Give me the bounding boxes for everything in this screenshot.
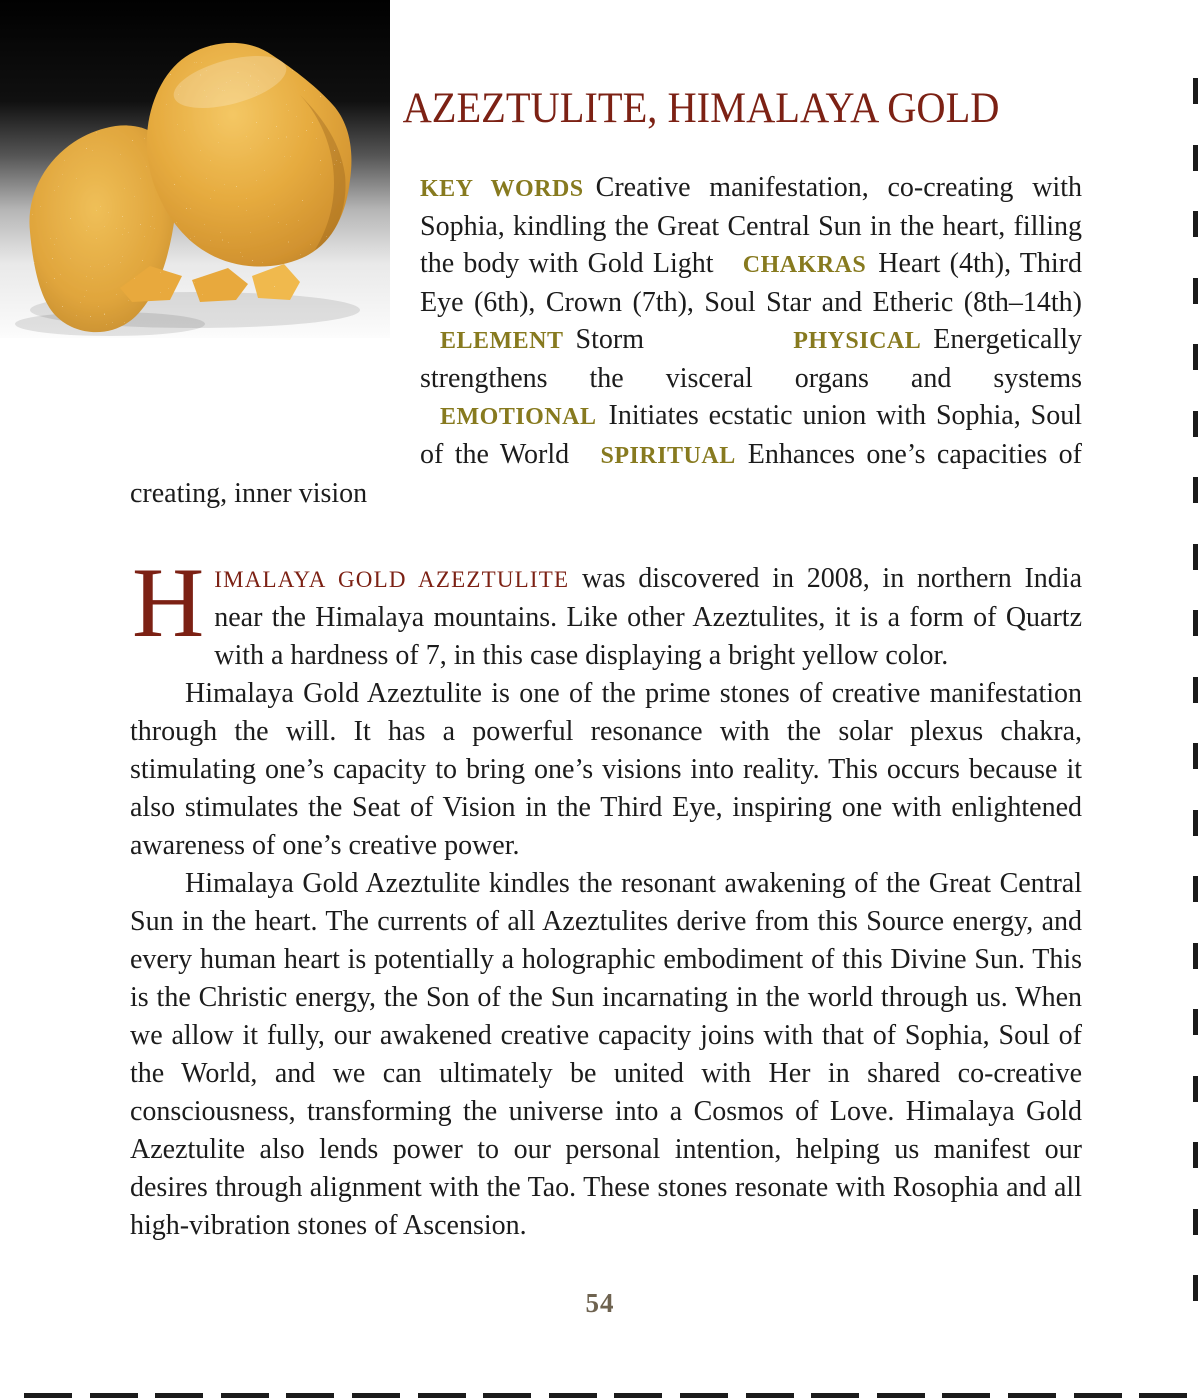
chakras-label: CHAKRAS xyxy=(742,252,867,279)
page-edge-dash xyxy=(811,1393,859,1398)
page-edge-dash xyxy=(942,1393,990,1398)
page-edge-dash xyxy=(90,1393,138,1398)
page-edge-tick xyxy=(1193,544,1198,570)
page-edge-tick xyxy=(1193,78,1198,104)
stone-photo xyxy=(0,0,390,338)
page-edge-dash xyxy=(1008,1393,1056,1398)
page-edge-tick xyxy=(1193,1275,1198,1301)
page-edge-dash xyxy=(614,1393,662,1398)
page-edge-tick xyxy=(1193,477,1198,503)
element-label: ELEMENT xyxy=(440,328,564,355)
emotional-label: EMOTIONAL xyxy=(440,404,597,431)
page-edge-tick xyxy=(1193,211,1198,237)
drop-cap: H xyxy=(132,547,205,659)
page-edge-tick xyxy=(1193,743,1198,769)
page-edge-dash xyxy=(221,1393,269,1398)
paragraph-3: Himalaya Gold Azeztulite kindles the resonant awakening of the Great Central Sun in the heart. The currents of all Azeztulites derive from this Source energy, and every human heart is potentially a holographic embodiment of this Divine Sun. This is the Christic energy, the Son of the Sun incarnating in the world through us. When we allow it fully, our awakened creative capacity joins with that of Sophia, Soul of the World, and we can ultimately be united with Her in shared co-creative consciousness, transforming the universe into a Cosmos of Love. Himalaya Gold Azeztulite also lends power to our personal intention, helping us manifest our desires through alignment with the Tao. These stones resonate with Rosophia and all high-vibration stones of Ascension. xyxy=(130,868,1082,1242)
page-edge-dash xyxy=(1139,1393,1187,1398)
physical-text: Energetically strengthens the visceral organs and systems xyxy=(420,324,1082,395)
page-edge-dash xyxy=(1074,1393,1122,1398)
page-edge-dash xyxy=(352,1393,400,1398)
opening-paragraph xyxy=(130,547,1083,675)
page-edge-dash xyxy=(155,1393,203,1398)
page-edge-tick xyxy=(1193,145,1198,171)
emotional-text: Initiates ecstatic union with Sophia, Soul of the World xyxy=(420,400,1082,471)
page-edge-tick xyxy=(1193,1009,1198,1035)
chakras-text: Heart (4th), Third Eye (6th), Crown (7th), Soul Star and Etheric (8th–14th) xyxy=(420,248,1082,319)
property-spiritual xyxy=(130,439,1082,509)
page-edge-tick xyxy=(1193,344,1198,370)
opening-text: was discovered in 2008, in northern India near the Himalaya mountains. Like other Azeztulites, it is a form of Quartz with a hardness of 7, in this case displaying a bright yellow color. xyxy=(214,563,1083,672)
page-edge-dash xyxy=(746,1393,794,1398)
key-words-text: Creative manifestation, co-creating with Sophia, kindling the Great Central Sun in the heart, filling the body with Gold Light xyxy=(420,172,1082,280)
element-text: Storm xyxy=(575,324,644,356)
page-number: 54 xyxy=(585,1288,615,1318)
page-edge-tick xyxy=(1193,278,1198,304)
stone-photo-image xyxy=(0,0,390,338)
page-edge-dash xyxy=(24,1393,72,1398)
page-edge-dash xyxy=(418,1393,466,1398)
page-edge-tick xyxy=(1193,1142,1198,1168)
page-edge-tick xyxy=(1193,876,1198,902)
page-edge-dash xyxy=(549,1393,597,1398)
paragraph-2: Himalaya Gold Azeztulite is one of the prime stones of creative manifestation through the will. It has a powerful resonance with the solar plexus chakra, stimulating one’s capacity to bring one’s visions into reality. This occurs because it also stimulates the Seat of Vision in the Third Eye, inspiring one with enlightened awareness of one’s creative power. xyxy=(130,678,1082,862)
page-edge-dash xyxy=(680,1393,728,1398)
page-edge-tick xyxy=(1193,610,1198,636)
physical-label: PHYSICAL xyxy=(793,328,922,355)
opening-small-caps: IMALAYA GOLD AZEZTULITE xyxy=(214,567,570,593)
page-edge-dash xyxy=(877,1393,925,1398)
spiritual-label: SPIRITUAL xyxy=(600,443,736,470)
property-element xyxy=(420,324,644,355)
page-edge-tick xyxy=(1193,1209,1198,1235)
page-edge-dash xyxy=(483,1393,531,1398)
page-edge-tick xyxy=(1193,1076,1198,1102)
page-title: AZEZTULITE, HIMALAYA GOLD xyxy=(402,85,1000,132)
page-edge-tick xyxy=(1193,411,1198,437)
page-edge-tick xyxy=(1193,810,1198,836)
page-edge-tick xyxy=(1193,677,1198,703)
spiritual-text: Enhances one’s capacities of creating, inner vision xyxy=(130,439,1082,510)
page-edge-tick xyxy=(1193,943,1198,969)
key-words-label: KEY WORDS xyxy=(420,176,584,203)
page-edge-dash xyxy=(286,1393,334,1398)
